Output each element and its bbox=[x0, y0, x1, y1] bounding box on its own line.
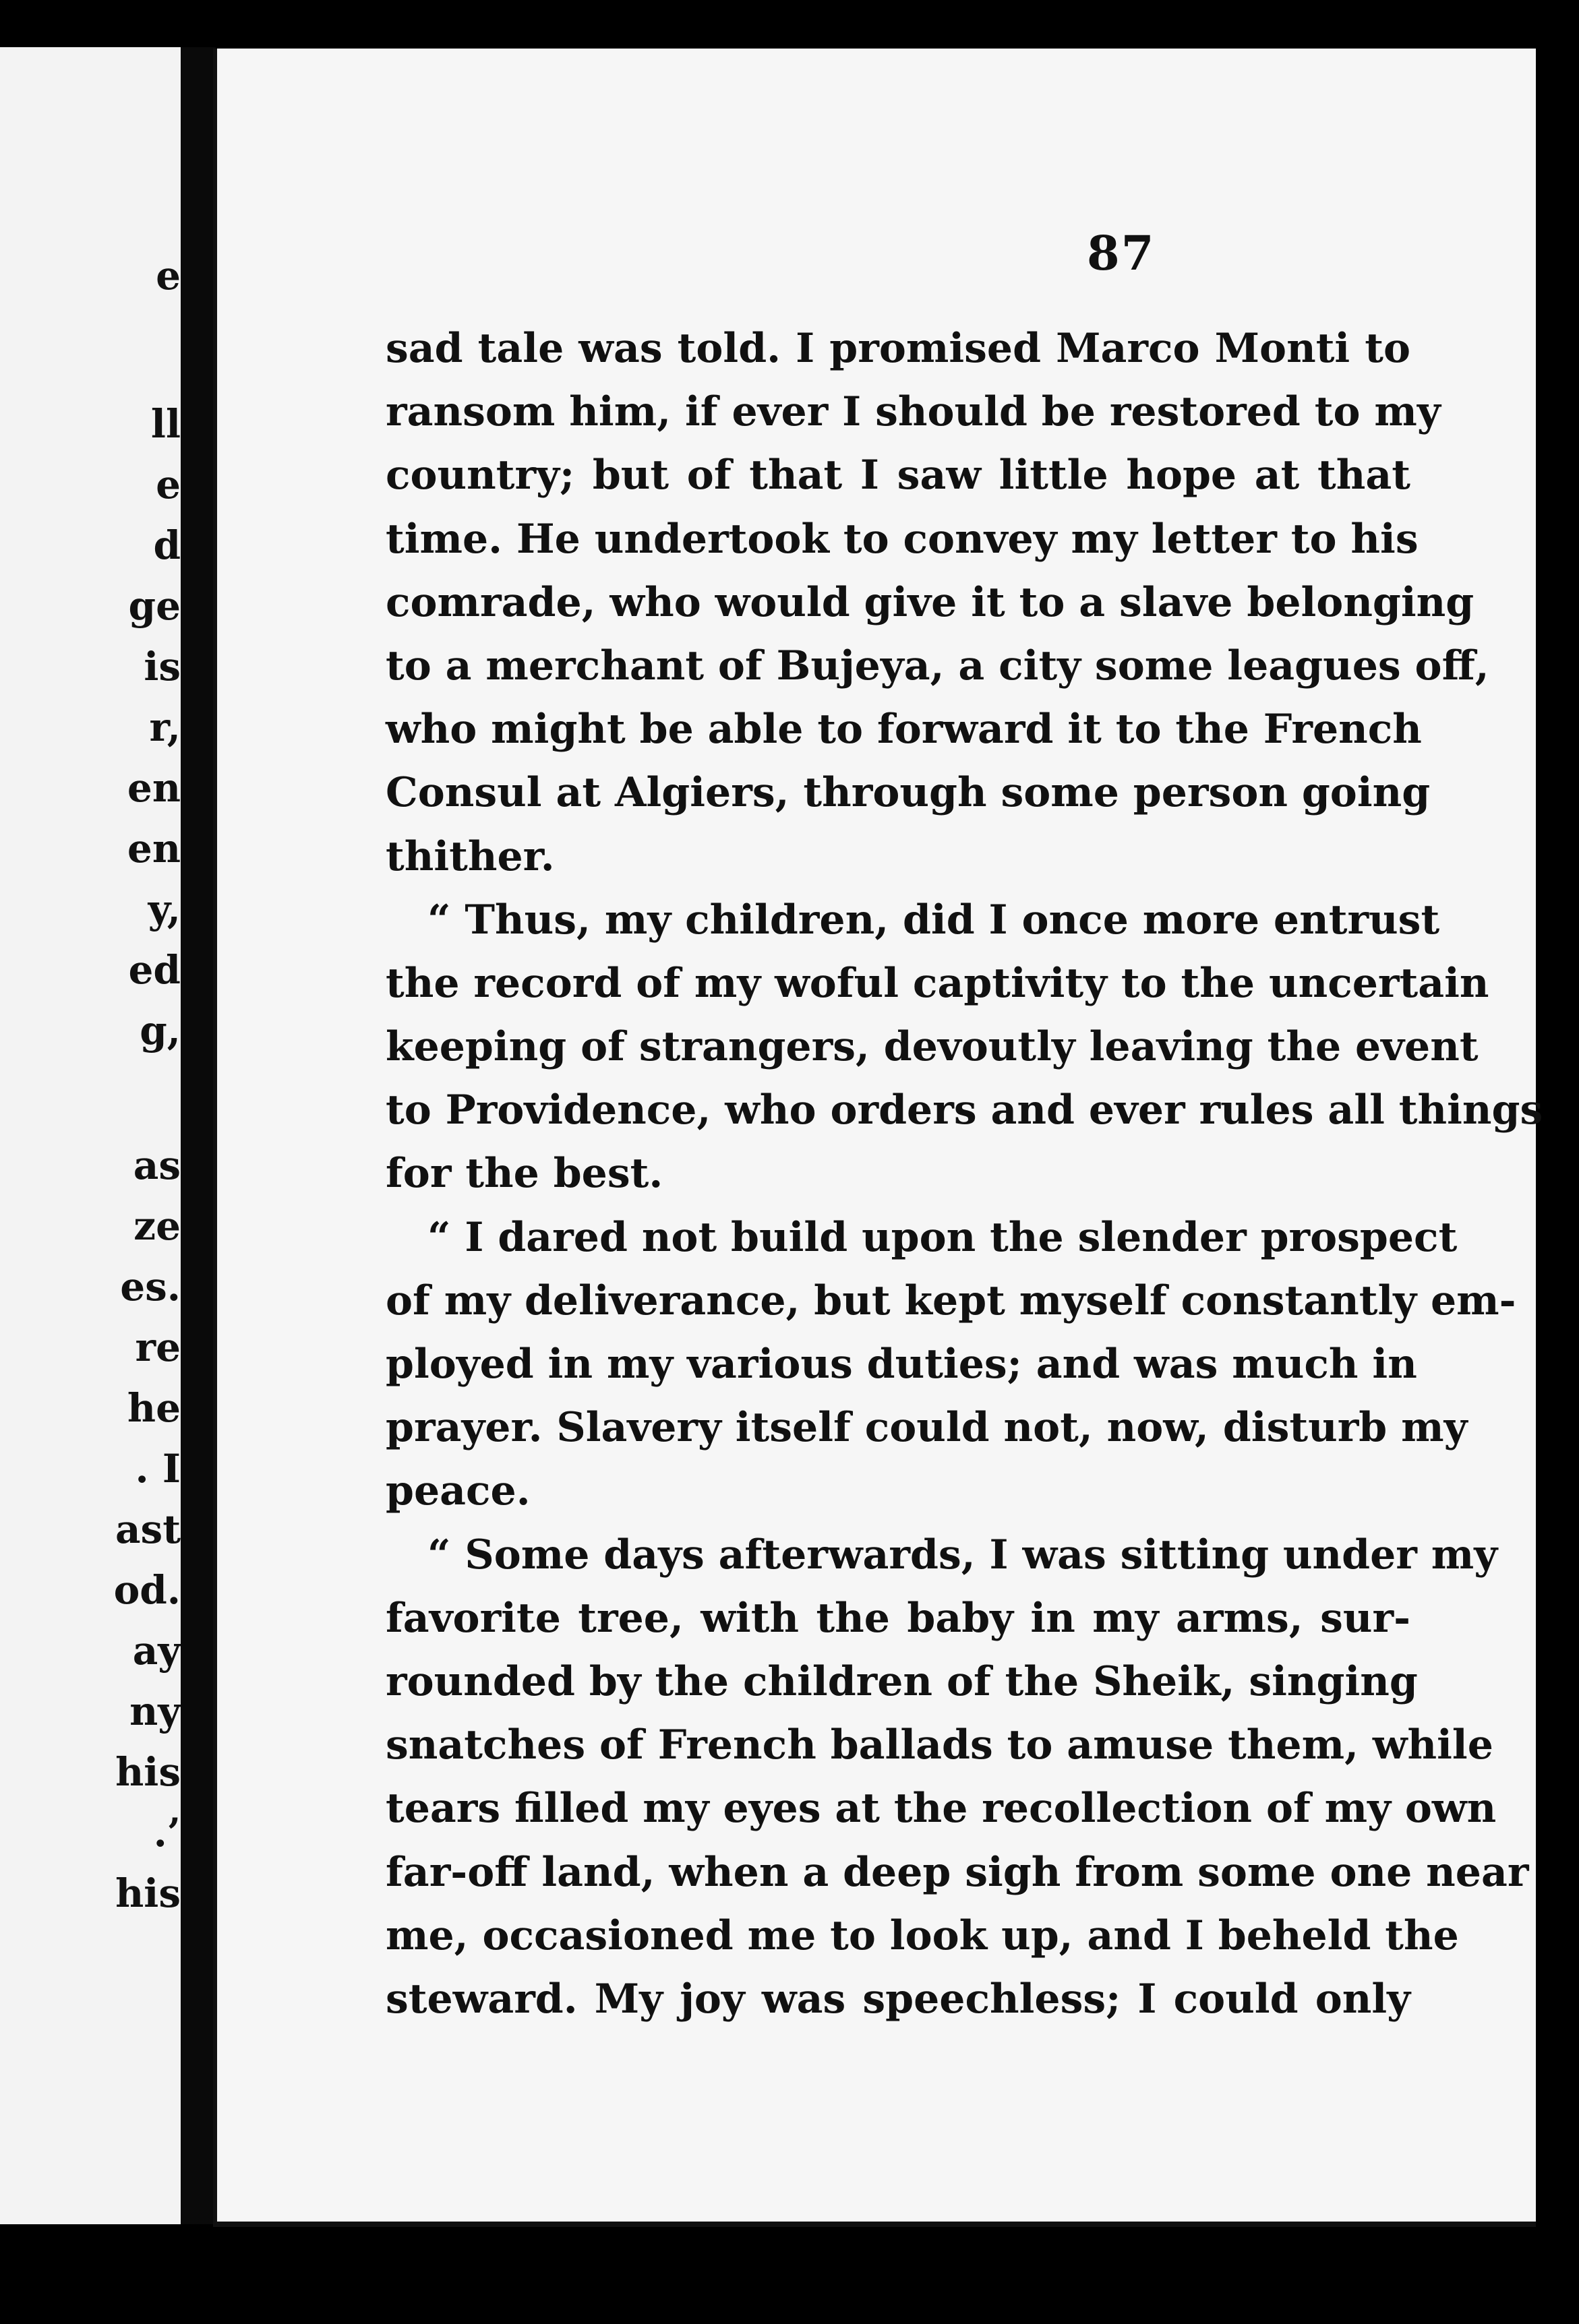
text-line: ransom him, if ever I should be restored to my bbox=[386, 388, 1441, 436]
prev-page-fragment: g, bbox=[140, 1008, 181, 1053]
prev-page-fragment: y, bbox=[148, 886, 181, 932]
prev-page-fragment: ed bbox=[128, 947, 181, 993]
prev-page-fragment: ll bbox=[150, 401, 181, 447]
text-line: for the best. bbox=[386, 1150, 663, 1198]
prev-page-fragment: his bbox=[115, 1870, 181, 1916]
prev-page-fragment: es. bbox=[120, 1264, 181, 1310]
book-spine bbox=[181, 47, 216, 2224]
prev-page-fragment: . I bbox=[135, 1446, 181, 1492]
prev-page-fragment: he bbox=[127, 1385, 181, 1431]
text-line: snatches of French ballads to amuse them, while bbox=[386, 1721, 1493, 1769]
prev-page-fragment: d bbox=[153, 522, 181, 568]
prev-page-fragment: re bbox=[135, 1324, 181, 1370]
prev-page-fragment: od. bbox=[113, 1567, 181, 1613]
text-line: to a merchant of Bujeya, a city some leagues off, bbox=[386, 642, 1489, 690]
prev-page-fragment: .’ bbox=[153, 1810, 181, 1856]
text-line: sad tale was told. I promised Marco Monti to bbox=[386, 325, 1410, 372]
text-line: comrade, who would give it to a slave belonging bbox=[386, 578, 1474, 626]
text-line: “ I dared not build upon the slender prospect bbox=[427, 1213, 1458, 1261]
prev-page-fragment: e bbox=[156, 253, 181, 299]
text-line: who might be able to forward it to the French bbox=[386, 706, 1422, 754]
prev-page-fragment: en bbox=[127, 765, 181, 811]
page-body-text bbox=[386, 317, 1543, 2031]
prev-page-fragment: ny bbox=[129, 1688, 181, 1734]
text-line: to Providence, who orders and ever rules all things bbox=[386, 1087, 1543, 1134]
text-line: far-off land, when a deep sigh from some one near bbox=[386, 1848, 1529, 1896]
page-number: 87 bbox=[1087, 225, 1156, 281]
text-line: prayer. Slavery itself could not, now, disturb my bbox=[386, 1404, 1468, 1452]
text-line: rounded by the children of the Sheik, singing bbox=[386, 1657, 1418, 1705]
text-line: thither. bbox=[386, 832, 555, 880]
prev-page-fragment: as bbox=[133, 1142, 181, 1188]
prev-page-fragment: ge bbox=[128, 583, 181, 629]
prev-page-fragment: his bbox=[115, 1749, 181, 1795]
text-line: me, occasioned me to look up, and I beheld the bbox=[386, 1912, 1459, 1959]
prev-page-fragment: ay bbox=[132, 1628, 181, 1674]
text-line: ployed in my various duties; and was much in bbox=[386, 1341, 1417, 1388]
text-line: “ Thus, my children, did I once more entrust bbox=[427, 896, 1440, 944]
text-line: “ Some days afterwards, I was sitting under my bbox=[427, 1531, 1498, 1579]
text-line: peace. bbox=[386, 1467, 531, 1515]
text-line: country; but of that I saw little hope at that bbox=[386, 452, 1410, 499]
prev-page-fragment: r, bbox=[149, 704, 181, 750]
text-line: steward. My joy was speechless; I could only bbox=[386, 1975, 1410, 2023]
prev-page-fragment: ast bbox=[115, 1506, 181, 1552]
text-line: the record of my woful captivity to the uncertain bbox=[386, 959, 1489, 1007]
text-line: keeping of strangers, devoutly leaving the event bbox=[386, 1023, 1479, 1071]
previous-page-edge bbox=[0, 47, 181, 2224]
text-line: of my deliverance, but kept myself constantly em- bbox=[386, 1277, 1516, 1324]
prev-page-fragment: ze bbox=[133, 1203, 181, 1249]
prev-page-fragment: en bbox=[127, 826, 181, 872]
prev-page-fragment: is bbox=[144, 644, 181, 690]
text-line: Consul at Algiers, through some person going bbox=[386, 769, 1431, 817]
prev-page-fragment: e bbox=[156, 462, 181, 508]
text-line: time. He undertook to convey my letter to his bbox=[386, 515, 1419, 563]
text-line: tears filled my eyes at the recollection of my own bbox=[386, 1785, 1497, 1833]
text-line: favorite tree, with the baby in my arms, sur- bbox=[386, 1594, 1410, 1642]
